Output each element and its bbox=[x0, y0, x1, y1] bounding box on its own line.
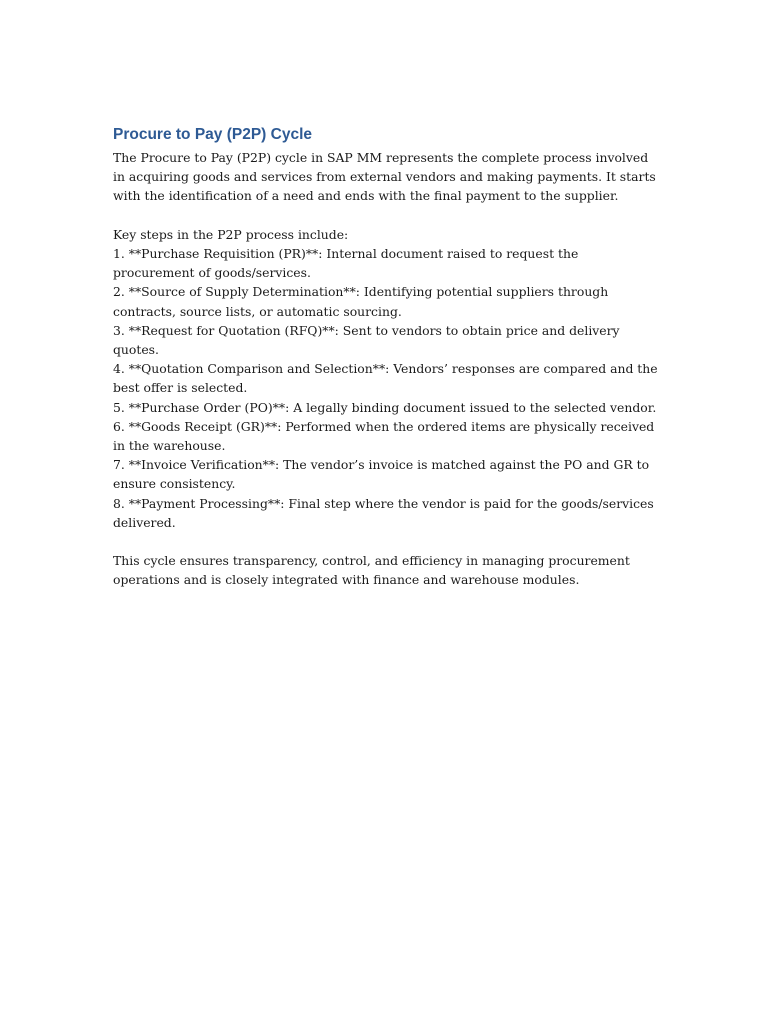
intro-paragraph: The Procure to Pay (P2P) cycle in SAP MM represents the complete process involved in acquiring goods and services from external vendors and making payments. It starts with the identification of a need and ends with the final payment to the supplier. bbox=[113, 150, 656, 204]
step-item: 7. **Invoice Verification**: The vendor’s invoice is matched against the PO and GR to ensure consistency. bbox=[113, 457, 650, 492]
steps-list bbox=[113, 244, 661, 532]
conclusion-paragraph: This cycle ensures transparency, control, and efficiency in managing procurement operations and is closely integrated with finance and warehouse modules. bbox=[113, 553, 630, 588]
step-item: 2. **Source of Supply Determination**: Identifying potential suppliers through contracts, source lists, or automatic sourcing. bbox=[113, 284, 609, 319]
document-page bbox=[113, 124, 661, 590]
document-title: Procure to Pay (P2P) Cycle bbox=[113, 126, 312, 143]
paragraph-spacer bbox=[113, 532, 661, 551]
step-item: 3. **Request for Quotation (RFQ)**: Sent to vendors to obtain price and delivery quotes. bbox=[113, 322, 620, 358]
step-item: 8. **Payment Processing**: Final step where the vendor is paid for the goods/services delivered. bbox=[113, 495, 654, 530]
step-item: 4. **Quotation Comparison and Selection**: Vendors’ responses are compared and the best offer is selected. bbox=[113, 361, 658, 396]
paragraph-spacer bbox=[113, 206, 661, 225]
step-item: 5. **Purchase Order (PO)**: A legally binding document issued to the selected vendor. bbox=[113, 399, 657, 415]
step-item: 6. **Goods Receipt (GR)**: Performed when the ordered items are physically received in the warehouse. bbox=[113, 418, 655, 454]
steps-heading: Key steps in the P2P process include: bbox=[113, 226, 349, 242]
step-item: 1. **Purchase Requisition (PR)**: Internal document raised to request the procurement of goods/services. bbox=[113, 246, 579, 281]
